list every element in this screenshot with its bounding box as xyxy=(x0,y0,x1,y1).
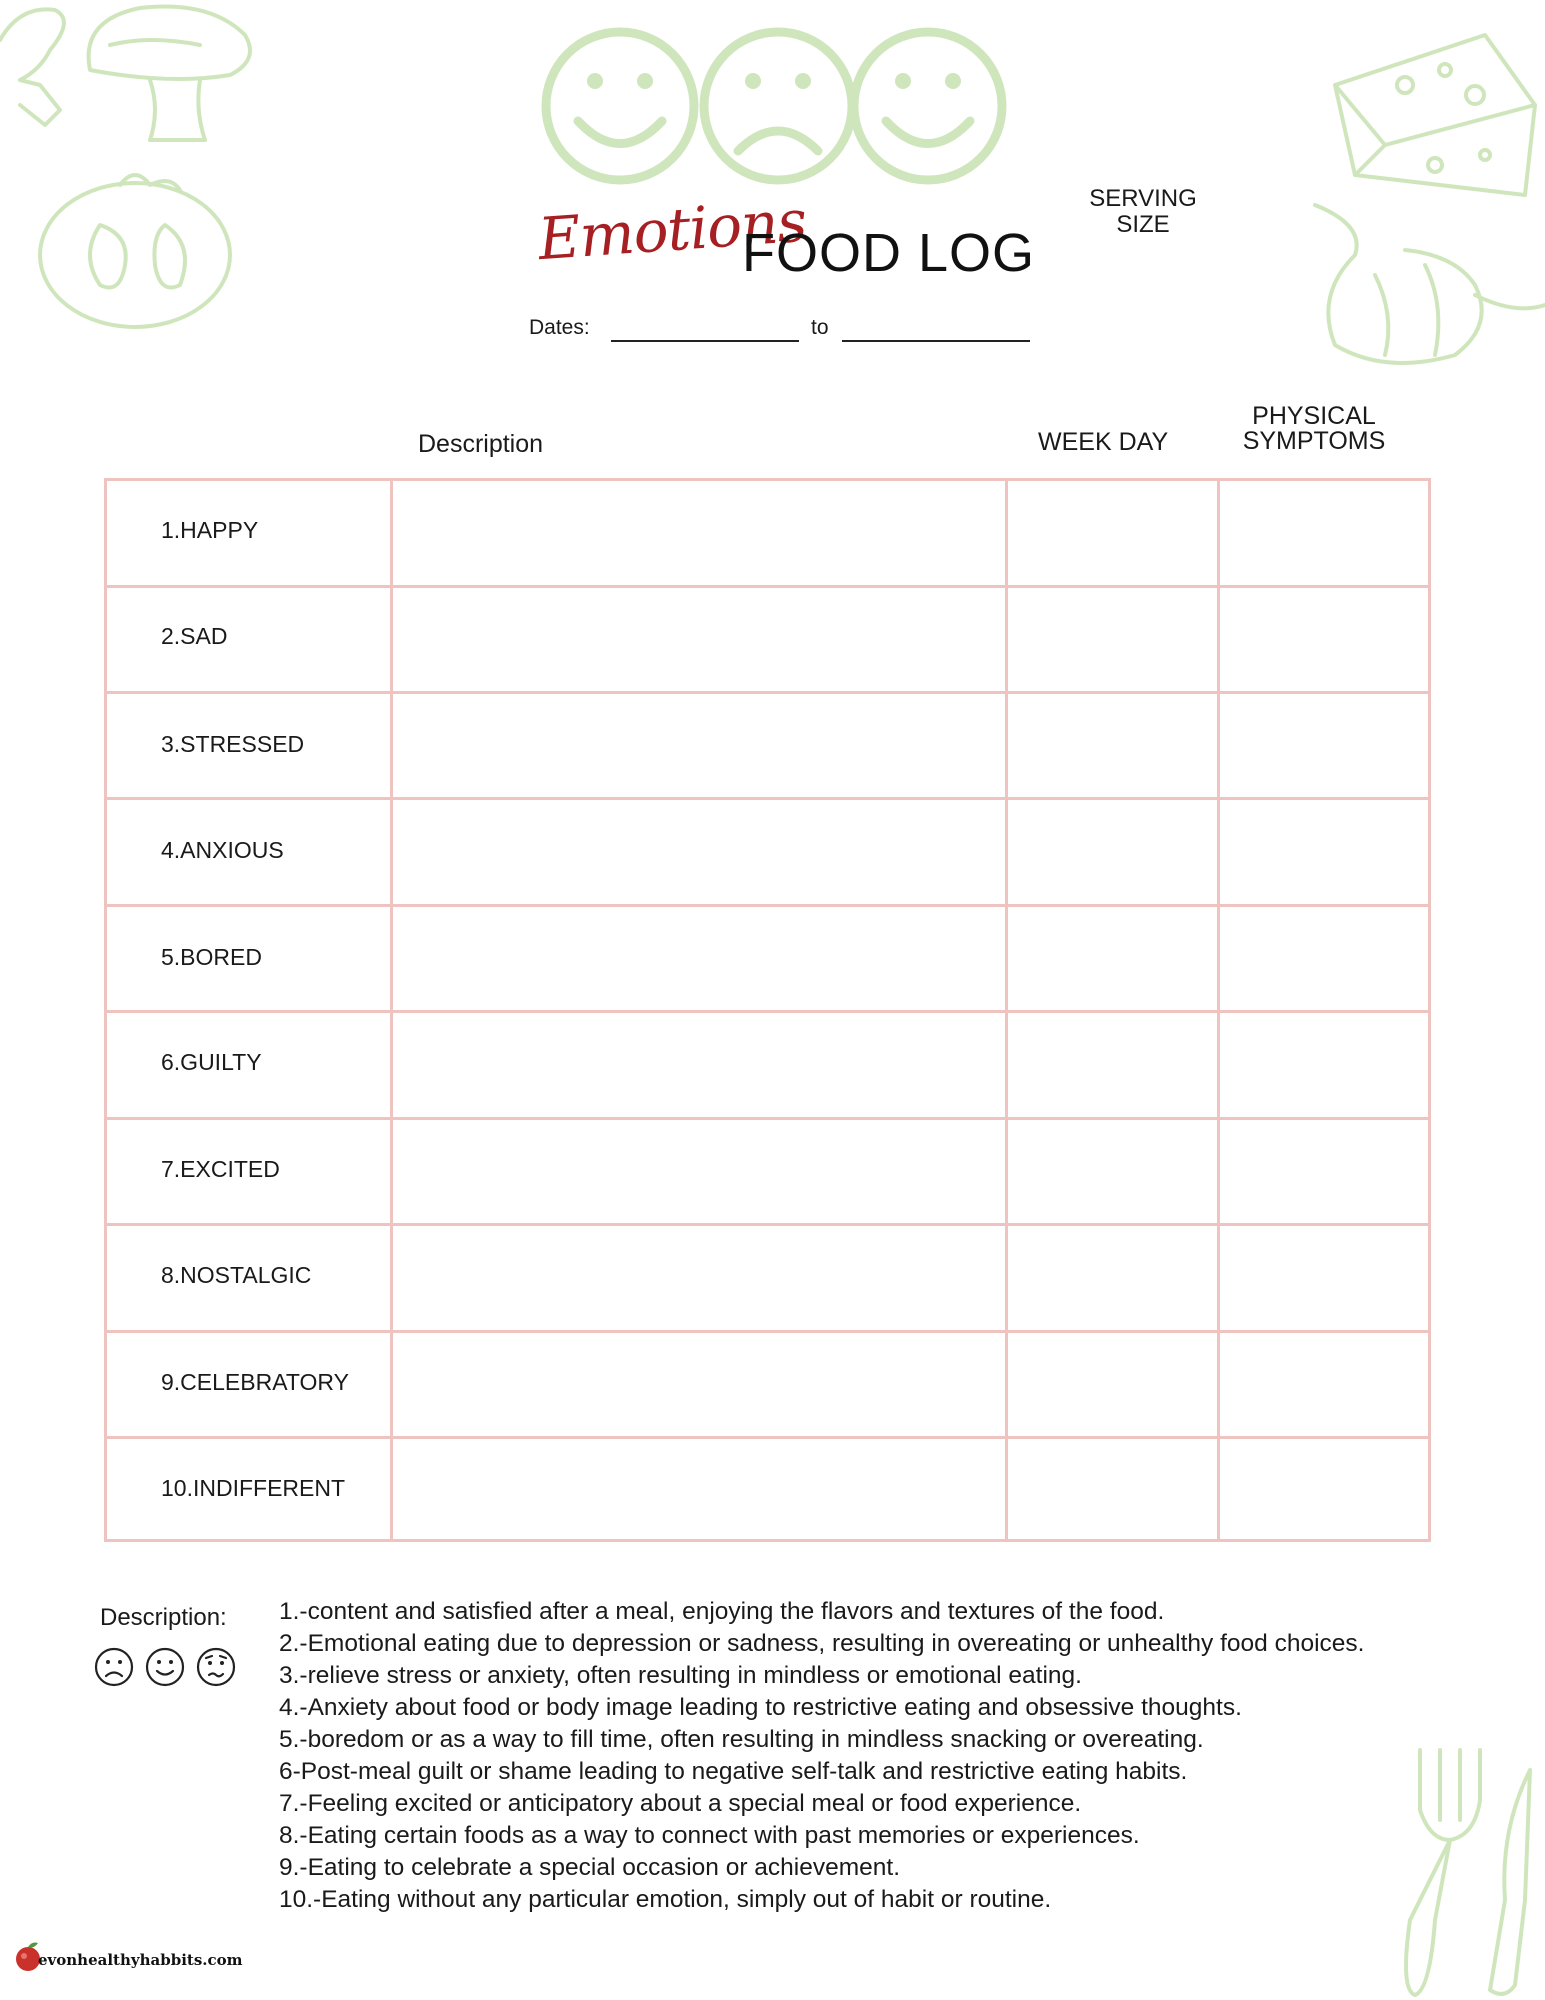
row-label-sad: 2.SAD xyxy=(161,623,228,649)
legend-item: 6-Post-meal guilt or shame leading to negative self-talk and restrictive eating habits. xyxy=(279,1758,1188,1785)
row-label-indifferent: 10.INDIFFERENT xyxy=(161,1475,346,1501)
physical-symptoms-line-1: PHYSICAL xyxy=(1252,402,1376,430)
garlic-icon xyxy=(1295,195,1545,375)
start-date-field[interactable] xyxy=(611,340,799,342)
serving-size-line-2: SIZE xyxy=(1116,211,1170,238)
to-label: to xyxy=(811,316,829,339)
dates-label: Dates: xyxy=(529,316,590,339)
column-header-physical-symptoms xyxy=(1232,404,1396,454)
serving-size-line-1: SERVING xyxy=(1089,185,1197,212)
column-header-week-day: WEEK DAY xyxy=(1038,428,1169,456)
row-divider xyxy=(107,1117,1428,1120)
row-divider xyxy=(107,585,1428,588)
row-divider xyxy=(107,797,1428,800)
legend-label: Description: xyxy=(100,1604,227,1631)
title-script: Emotions xyxy=(535,186,809,274)
frown-icon xyxy=(698,26,858,186)
legend-item: 7.-Feeling excited or anticipatory about a special meal or food experience. xyxy=(279,1790,1082,1817)
tomato-icon xyxy=(30,165,240,335)
legend-list xyxy=(279,1596,1364,1916)
legend-item: 9.-Eating to celebrate a special occasion or achievement. xyxy=(279,1854,901,1881)
end-date-field[interactable] xyxy=(842,340,1030,342)
legend-item: 2.-Emotional eating due to depression or sadness, resulting in overeating or unhealthy food choices. xyxy=(279,1630,1365,1657)
legend-item: 4.-Anxiety about food or body image leading to restrictive eating and obsessive thoughts. xyxy=(279,1694,1242,1721)
food-log-table xyxy=(104,478,1431,1542)
smiley-icon xyxy=(540,26,700,186)
row-label-excited: 7.EXCITED xyxy=(161,1156,280,1182)
cheese-icon xyxy=(1325,25,1545,215)
site-logo-text: evonhealthyhabbits.com xyxy=(38,1951,243,1969)
row-divider xyxy=(107,1010,1428,1013)
row-divider xyxy=(107,904,1428,907)
smiley-icon xyxy=(145,1647,185,1687)
column-header-description: Description xyxy=(418,430,544,458)
serving-size-header xyxy=(1068,186,1218,238)
row-label-anxious: 4.ANXIOUS xyxy=(161,837,284,863)
row-label-guilty: 6.GUILTY xyxy=(161,1049,262,1075)
physical-symptoms-line-2: SYMPTOMS xyxy=(1242,427,1386,455)
fork-knife-icon xyxy=(1380,1740,1545,2000)
row-label-celebratory: 9.CELEBRATORY xyxy=(161,1369,349,1395)
row-label-stressed: 3.STRESSED xyxy=(161,731,305,757)
legend-item: 5.-boredom or as a way to fill time, often resulting in mindless snacking or overeating. xyxy=(279,1726,1204,1753)
legend-item: 8.-Eating certain foods as a way to connect with past memories or experiences. xyxy=(279,1822,1140,1849)
row-label-bored: 5.BORED xyxy=(161,944,262,970)
worried-face-icon xyxy=(196,1647,236,1687)
row-label-happy: 1.HAPPY xyxy=(161,517,259,543)
smiley-icon xyxy=(848,26,1008,186)
row-label-nostalgic: 8.NOSTALGIC xyxy=(161,1262,312,1288)
page-title: FOOD LOG xyxy=(742,223,1036,283)
row-divider xyxy=(107,1330,1428,1333)
legend-item: 10.-Eating without any particular emotion, simply out of habit or routine. xyxy=(279,1886,1052,1913)
legend-item: 3.-relieve stress or anxiety, often resulting in mindless or emotional eating. xyxy=(279,1662,1082,1689)
row-divider xyxy=(107,1436,1428,1439)
legend-item: 1.-content and satisfied after a meal, enjoying the flavors and textures of the food. xyxy=(279,1598,1165,1625)
row-divider xyxy=(107,1223,1428,1226)
row-divider xyxy=(107,691,1428,694)
frown-icon xyxy=(94,1647,134,1687)
mushroom-icon xyxy=(0,0,270,150)
